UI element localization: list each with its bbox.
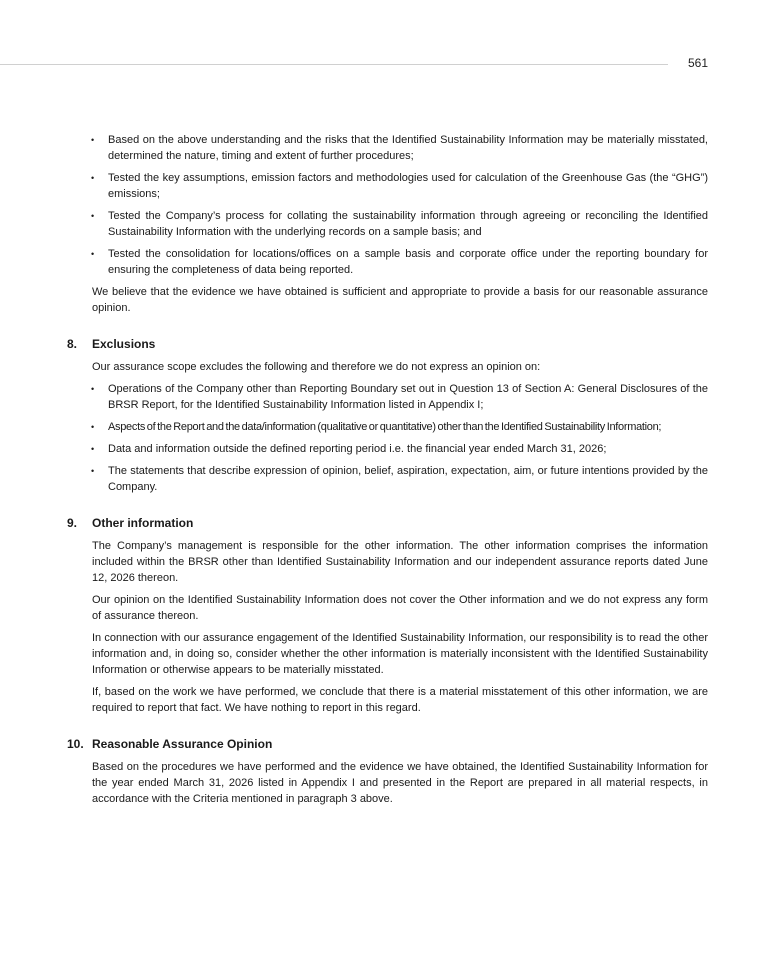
list-item: • The statements that describe expression of opinion, belief, aspiration, expectation, aim, or future intentions provided by the Company.	[67, 463, 708, 495]
evidence-paragraph: We believe that the evidence we have obtained is sufficient and appropriate to provide a basis for our reasonable assurance opinion.	[92, 286, 708, 314]
section-number: 10.	[67, 737, 84, 751]
section-heading-exclusions	[67, 336, 708, 352]
section-title: Reasonable Assurance Opinion	[92, 737, 273, 751]
paragraph: Our opinion on the Identified Sustainability Information does not cover the Other information and we do not express any form of assurance thereon.	[92, 594, 708, 622]
section-number: 8.	[67, 337, 78, 351]
paragraph: In connection with our assurance engagement of the Identified Sustainability Information, our responsibility is to read the other information and, in doing so, consider whether the other information is materially inconsistent with the Identified Sustainability Information or otherwise appears to be materially misstated.	[92, 632, 708, 676]
exclusions-list	[67, 381, 708, 495]
list-item: • Tested the Company’s process for collating the sustainability information through agreeing or reconciling the Identified Sustainability Information with the underlying records on a sample basis; and	[67, 208, 708, 240]
list-item: • Aspects of the Report and the data/information (qualitative or quantitative) other than the Identified Sustainability Information;	[67, 419, 708, 435]
exclusions-intro: Our assurance scope excludes the following and therefore we do not express an opinion on:	[92, 361, 541, 373]
paragraph: The Company’s management is responsible for the other information. The other information comprises the information included within the BRSR other than Identified Sustainability Information and our independent assurance reports dated June 12, 2026 thereon.	[92, 540, 708, 584]
opinion-paragraph: Based on the procedures we have performed and the evidence we have obtained, the Identified Sustainability Information for the year ended March 31, 2026 listed in Appendix I and presented in the Report are prepared in all material respects, in accordance with the Criteria mentioned in paragraph 3 above.	[92, 761, 708, 805]
page-number: 561	[688, 56, 709, 70]
list-item: • Operations of the Company other than Reporting Boundary set out in Question 13 of Section A: General Disclosures of the BRSR Report, for the Identified Sustainability Information listed in Appendix I;	[67, 381, 708, 413]
header-rule	[0, 64, 668, 65]
list-item: • Tested the key assumptions, emission factors and methodologies used for calculation of the Greenhouse Gas (the “GHG”) emissions;	[67, 170, 708, 202]
section-heading-other-information	[67, 515, 708, 531]
procedures-list	[67, 132, 708, 278]
section-title: Exclusions	[92, 337, 156, 351]
section-number: 9.	[67, 516, 78, 530]
paragraph: If, based on the work we have performed, we conclude that there is a material misstatement of this other information, we are required to report that fact. We have nothing to report in this regard.	[92, 686, 708, 714]
list-item: • Tested the consolidation for locations/offices on a sample basis and corporate office under the reporting boundary for ensuring the completeness of data being reported.	[67, 246, 708, 278]
list-item: • Data and information outside the defined reporting period i.e. the financial year ended March 31, 2026;	[67, 441, 708, 457]
section-heading-reasonable-assurance-opinion	[67, 736, 708, 752]
section-title: Other information	[92, 516, 194, 530]
list-item: • Based on the above understanding and the risks that the Identified Sustainability Information may be materially misstated, determined the nature, timing and extent of further procedures;	[67, 132, 708, 164]
document-body	[67, 132, 708, 813]
